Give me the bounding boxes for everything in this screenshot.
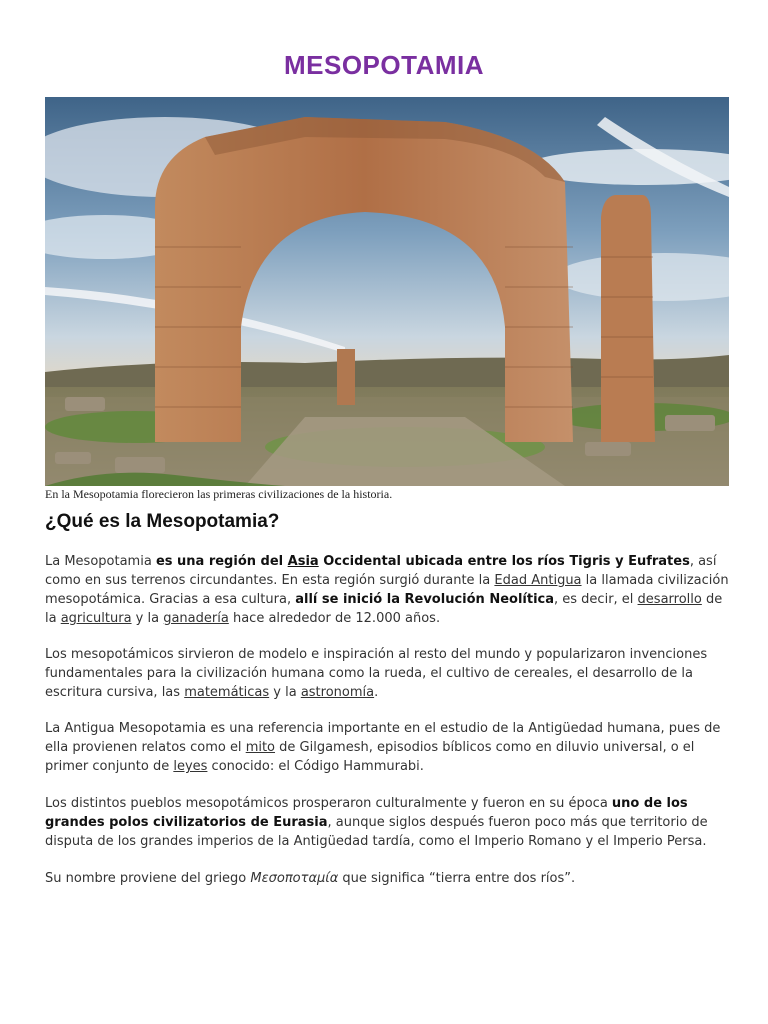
paragraph-2 — [45, 645, 735, 702]
text: la llamada civilización mesopotámica. Gracias a esa cultura, — [45, 573, 729, 607]
link-edad-antigua[interactable]: Edad Antigua — [494, 573, 582, 588]
text: que significa “tierra entre dos ríos”. — [338, 871, 576, 886]
link-mito[interactable]: mito — [245, 740, 276, 755]
text: . — [374, 685, 379, 700]
page-title: MESOPOTAMIA — [283, 50, 485, 80]
text: Los mesopotámicos sirvieron de modelo e inspiración al resto del mundo y popularizaron invenciones fundamentales para la civilización humana como la rueda, el cultivo de cereales, el desarrollo de la escritura cursiva, las — [45, 647, 708, 700]
link-agricultura[interactable]: agricultura — [60, 611, 132, 626]
text: conocido: el Código Hammurabi. — [207, 759, 424, 774]
link-desarrollo[interactable]: desarrollo — [637, 592, 702, 607]
text: La Mesopotamia — [45, 554, 156, 569]
link-asia[interactable]: Asia — [287, 554, 319, 569]
bold-text: es una región del — [155, 554, 288, 569]
paragraph-5 — [45, 869, 735, 888]
bold-text: Occidental ubicada entre los ríos Tigris y Eufrates — [318, 554, 690, 569]
paragraph-3 — [45, 719, 735, 776]
bold-text: uno de los grandes polos civilizatorios de Eurasia — [45, 796, 688, 830]
text: y la — [131, 611, 164, 626]
arch-photo — [45, 97, 729, 486]
text: Su nombre proviene del griego — [45, 871, 251, 886]
text: , así como en sus terrenos circundantes. En esta región surgió durante la — [45, 554, 717, 588]
text: de la — [45, 592, 723, 626]
section-heading: ¿Qué es la Mesopotamia? — [45, 511, 280, 532]
image-caption: En la Mesopotamia florecieron las primeras civilizaciones de la historia. — [45, 487, 393, 501]
italic-text: Μεσοποταμία — [250, 871, 339, 886]
paragraph-1 — [45, 552, 735, 628]
bold-text: allí se inició la Revolución Neolítica — [295, 592, 555, 607]
paragraph-4 — [45, 794, 735, 851]
text: y la — [269, 685, 301, 700]
link-astronomia[interactable]: astronomía — [300, 685, 375, 700]
text: , es decir, el — [554, 592, 638, 607]
text: de Gilgamesh, episodios bíblicos como en diluvio universal, o el primer conjunto de — [45, 740, 695, 774]
text: , aunque siglos después fueron poco más que territorio de disputa de los grandes imperios de la Antigüedad tardía, como el Imperio Romano y el Imperio Persa. — [45, 815, 708, 849]
text: Los distintos pueblos mesopotámicos prosperaron culturalmente y fueron en su época — [45, 796, 612, 811]
link-matematicas[interactable]: matemáticas — [184, 685, 270, 700]
link-leyes[interactable]: leyes — [173, 759, 208, 774]
text: hace alrededor de 12.000 años. — [228, 611, 441, 626]
text: La Antigua Mesopotamia es una referencia importante en el estudio de la Antigüedad humana, pues de ella provienen relatos como el — [45, 721, 721, 755]
link-ganaderia[interactable]: ganadería — [163, 611, 229, 626]
